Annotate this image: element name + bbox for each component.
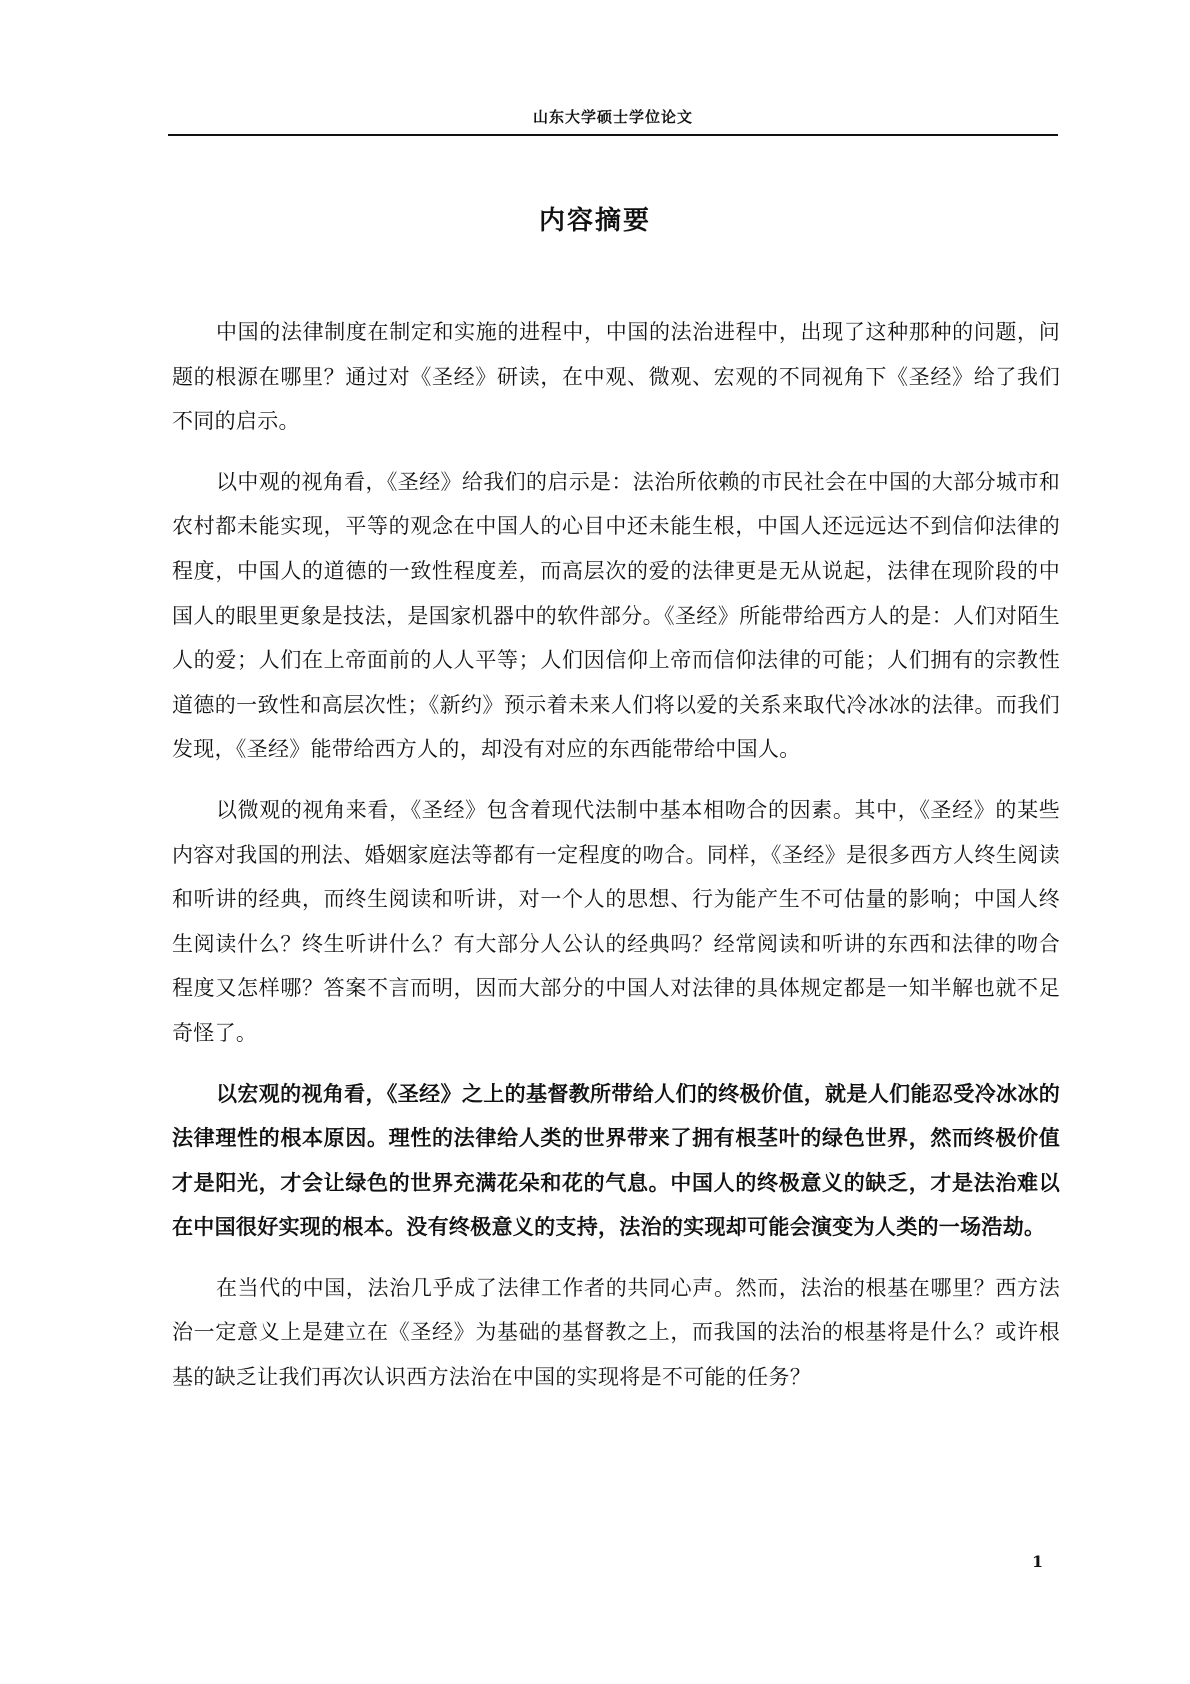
paragraph-micro-view: 以微观的视角来看，《圣经》包含着现代法制中基本相吻合的因素。其中，《圣经》的某些内容对我国的刑法、婚姻家庭法等都有一定程度的吻合。同样，《圣经》是很多西方人终生阅读和听讲的经典，而终生阅读和听讲，对一个人的思想、行为能产生不可估量的影响；中国人终生阅读什么？终生听讲什么？有大部分人公认的经典吗？经常阅读和听讲的东西和法律的吻合程度又怎样哪？答案不言而明，因而大部分的中国人对法律的具体规定都是一知半解也就不足奇怪了。: [172, 797, 1060, 1045]
paragraph-intro: 中国的法律制度在制定和实施的进程中，中国的法治进程中，出现了这种那种的问题，问题的根源在哪里？通过对《圣经》研读，在中观、微观、宏观的不同视角下《圣经》给了我们不同的启示。: [172, 320, 1060, 434]
paragraph-conclusion: 在当代的中国，法治几乎成了法律工作者的共同心声。然而，法治的根基在哪里？西方法治一定意义上是建立在《圣经》为基础的基督教之上，而我国的法治的根基将是什么？或许根基的缺乏让我们再次认识西方法治在中国的实现将是不可能的任务？: [172, 1275, 1060, 1390]
page-header: [168, 100, 1058, 136]
header-title: 山东大学硕士学位论文: [532, 108, 693, 126]
abstract-body: [172, 310, 1060, 1416]
section-title: 内容摘要: [538, 206, 651, 236]
page-number: 1: [1032, 1552, 1044, 1571]
paragraph-macro-view: 以宏观的视角看，《圣经》之上的基督教所带给人们的终极价值，就是人们能忍受冷冰冰的法律理性的根本原因。理性的法律给人类的世界带来了拥有根茎叶的绿色世界，然而终极价值才是阳光，才会让绿色的世界充满花朵和花的气息。中国人的终极意义的缺乏，才是法治难以在中国很好实现的根本。没有终极意义的支持，法治的实现却可能会演变为人类的一场浩劫。: [172, 1080, 1060, 1240]
paragraph-meso-view: 以中观的视角看，《圣经》给我们的启示是：法治所依赖的市民社会在中国的大部分城市和农村都未能实现，平等的观念在中国人的心目中还未能生根，中国人还远远达不到信仰法律的程度，中国人的道德的一致性程度差，而高层次的爱的法律更是无从说起，法律在现阶段的中国人的眼里更象是技法，是国家机器中的软件部分。《圣经》所能带给西方人的是：人们对陌生人的爱；人们在上帝面前的人人平等；人们因信仰上帝而信仰法律的可能；人们拥有的宗教性道德的一致性和高层次性；《新约》预示着未来人们将以爱的关系来取代冷冰冰的法律。而我们发现，《圣经》能带给西方人的，却没有对应的东西能带给中国人。: [172, 469, 1060, 762]
